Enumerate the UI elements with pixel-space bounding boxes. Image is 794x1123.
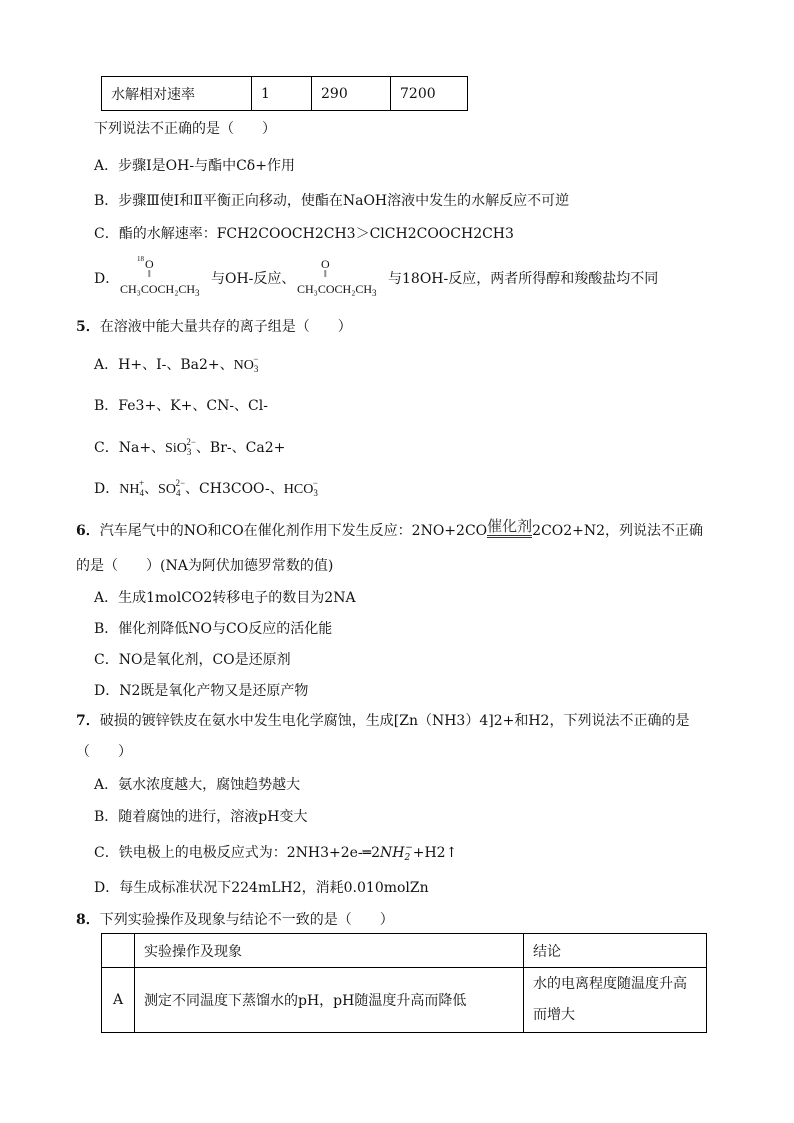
rate-value-2: 290 xyxy=(312,77,391,111)
q7-number: 7． xyxy=(76,713,100,729)
header-operation: 实验操作及现象 xyxy=(135,934,524,968)
ester-18o-structure xyxy=(120,255,215,300)
q5-option-b: B．Fe3+、K+、CN-、Cl- xyxy=(94,398,268,414)
ammonium-ion: $NH_4^+$ xyxy=(119,478,145,498)
q4-option-b-letter: B． xyxy=(94,193,119,209)
q4-option-a xyxy=(94,155,295,175)
q7-option-a: A．氨水浓度越大，腐蚀趋势越大 xyxy=(94,777,301,793)
rate-table-label: 水解相对速率 xyxy=(102,77,252,111)
q4-option-b-text: 步骤Ⅲ使Ⅰ和Ⅱ平衡正向移动，使酯在NaOH溶液中发生的水解反应不可逆 xyxy=(118,193,570,209)
q4-option-a-text: 步骤Ⅰ是OH-与酯中Cδ+作用 xyxy=(118,158,295,174)
q4-option-d-letter: D． xyxy=(94,271,120,287)
q5-option-d: D．$NH_4^+$、$SO_4^{2-}$、CH3COO-、$HCO_3^-$ xyxy=(94,478,318,498)
q5-stem: 在溶液中能大量共存的离子组是（ ） xyxy=(99,319,352,335)
q7-line1: 7．破损的镀锌铁皮在氨水中发生电化学腐蚀，生成[Zn（NH3）4]2+和H2，下列说法不正确的是 xyxy=(76,713,690,729)
q8-number: 8． xyxy=(76,912,100,928)
q4-option-b xyxy=(94,190,569,210)
table-row xyxy=(102,968,707,1033)
q5-number: 5． xyxy=(76,319,100,335)
header-conclusion: 结论 xyxy=(524,934,707,968)
q6-number: 6． xyxy=(76,523,100,539)
sulfate-ion: $SO_4^{2-}$ xyxy=(158,478,186,498)
q7-line2: （ ） xyxy=(76,744,132,760)
experiment-table xyxy=(101,933,707,1033)
double-bond-icon: ‖ xyxy=(324,269,327,280)
q6-option-d: D．N2既是氧化产物又是还原产物 xyxy=(94,683,309,699)
double-bond-icon: ‖ xyxy=(148,269,151,280)
carbonyl-oxygen: O xyxy=(321,257,330,271)
rate-value-1: 1 xyxy=(252,77,312,111)
row-operation: 测定不同温度下蒸馏水的pH，pH随温度升高而降低 xyxy=(135,968,524,1033)
amide-ion: $NH_2^-$ xyxy=(379,843,413,863)
q5-title xyxy=(76,316,352,336)
nitrate-ion: $NO_3^-$ xyxy=(233,354,259,374)
silicate-ion: SiO$_3^{2-}$ xyxy=(165,437,196,457)
q4-stem: 下列说法不正确的是（ ） xyxy=(94,121,276,137)
catalyst-label: 催化剂 xyxy=(487,517,533,535)
q4-option-d-mid: 与OH-反应、 xyxy=(211,271,296,287)
q6-line1: 6．汽车尾气中的NO和CO在催化剂作用下发生反应：2NO+2CO催化剂2CO2+N2，列说法不正确 xyxy=(76,517,704,539)
isotope-label: 18 xyxy=(137,255,144,263)
q6-option-b: B．催化剂降低NO与CO反应的活化能 xyxy=(94,621,333,637)
row-label: A xyxy=(102,968,135,1033)
q4-option-a-letter: A． xyxy=(94,158,119,174)
q4-option-c xyxy=(94,223,514,243)
rate-table xyxy=(101,76,468,111)
q4-option-d-end: 与18OH-反应，两者所得醇和羧酸盐均不同 xyxy=(388,271,659,287)
q5-option-c: C．Na+、SiO$_3^{2-}$、Br-、Ca2+ xyxy=(94,437,286,457)
header-empty xyxy=(102,934,135,968)
rate-value-3: 7200 xyxy=(391,77,468,111)
q5-option-a: A．H+、I-、Ba2+、$NO_3^-$ xyxy=(94,354,259,374)
ester-formula-1: $CH_3COCH_2CH_3$ xyxy=(120,282,200,298)
q8-title: 8．下列实验操作及现象与结论不一致的是（ ） xyxy=(76,912,394,928)
q4-option-c-text: 酯的水解速率：FCH2COOCH2CH3＞ClCH2COOCH2CH3 xyxy=(118,226,514,242)
q7-option-d: D．每生成标准状况下224mLH2，消耗0.010molZn xyxy=(94,880,429,896)
carbonyl-oxygen-18: O xyxy=(145,257,154,271)
bicarbonate-ion: $HCO_3^-$ xyxy=(283,478,318,498)
ester-formula-2: $CH_3COCH_2CH_3$ xyxy=(297,282,377,298)
q6-option-c: C．NO是氧化剂，CO是还原剂 xyxy=(94,652,291,668)
q6-line2: 的是（ ）(NA为阿伏加德罗常数的值) xyxy=(76,558,334,574)
q4-option-c-letter: C． xyxy=(94,226,119,242)
q6-option-a: A．生成1molCO2转移电子的数目为2NA xyxy=(94,590,356,606)
q7-option-c: C．铁电极上的电极反应式为：$2NH3+2e-═2NH_2^-+H2↑$ xyxy=(94,843,458,863)
ester-structure xyxy=(297,255,392,300)
q7-option-b: B．随着腐蚀的进行，溶液pH变大 xyxy=(94,809,308,825)
row-conclusion: 水的电离程度随温度升高 而增大 xyxy=(524,968,707,1033)
